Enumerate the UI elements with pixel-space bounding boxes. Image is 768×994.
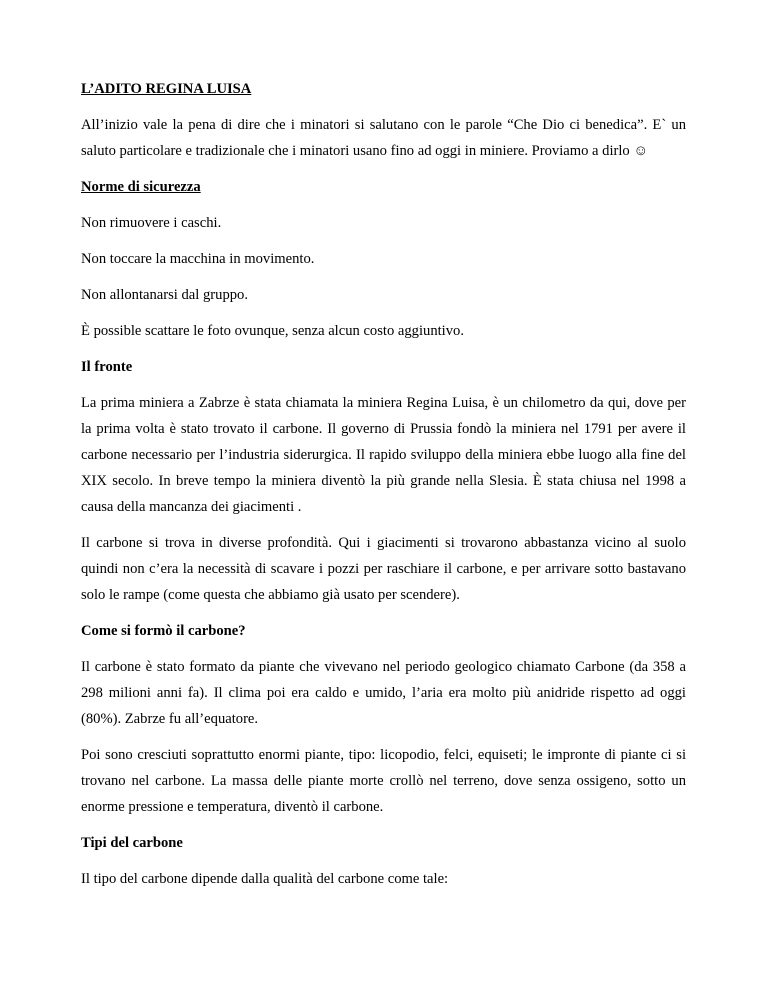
types-heading: Tipi del carbone bbox=[81, 835, 183, 851]
safety-heading: Norme di sicurezza bbox=[81, 179, 201, 195]
formation-heading: Come si formò il carbone? bbox=[81, 623, 246, 639]
safety-rule: Non rimuovere i caschi. bbox=[81, 215, 222, 231]
types-paragraph: Il tipo del carbone dipende dalla qualità del carbone come tale: bbox=[81, 871, 449, 887]
front-paragraph: La prima miniera a Zabrze è stata chiamata la miniera Regina Luisa, è un chilometro da qui, dove per la prima volta è stato trovato il carbone. Il governo di Prussia fondò la miniera nel 1791 per avere il carbone necessario per l’industria siderurgica. Il rapido sviluppo della miniera ebbe luogo alla fine del XIX secolo. In breve tempo la miniera diventò la più grande nella Slesia. È stata chiusa nel 1998 a causa della mancanza dei giacimenti . bbox=[81, 395, 686, 515]
document-title: L’ADITO REGINA LUISA bbox=[81, 81, 252, 97]
formation-paragraph: Il carbone è stato formato da piante che vivevano nel periodo geologico chiamato Carbone (da 358 a 298 milioni anni fa). Il clima poi era caldo e umido, l’aria era molto più anidride rispetto ad oggi (80%). Zabrze fu all’equatore. bbox=[81, 659, 686, 727]
front-paragraph: Il carbone si trova in diverse profondità. Qui i giacimenti si trovarono abbastanza vicino al suolo quindi non c’era la necessità di scavare i pozzi per raschiare il carbone, e per arrivare sotto bastavano solo le rampe (come questa che abbiamo già usato per scendere). bbox=[81, 535, 686, 603]
safety-rule: È possible scattare le foto ovunque, senza alcun costo aggiuntivo. bbox=[81, 323, 464, 339]
formation-paragraph: Poi sono cresciuti soprattutto enormi piante, tipo: licopodio, felci, equiseti; le impronte di piante ci si trovano nel carbone. La massa delle piante morte crollò nel terreno, dove senza ossigeno, sotto un enorme pressione e temperatura, diventò il carbone. bbox=[81, 747, 686, 815]
safety-rule: Non toccare la macchina in movimento. bbox=[81, 251, 315, 267]
intro-paragraph: All’inizio vale la pena di dire che i minatori si salutano con le parole “Che Dio ci benedica”. E` un saluto particolare e tradizionale che i minatori usano fino ad oggi in miniere. Proviamo a dirlo ☺ bbox=[81, 117, 686, 159]
document-page bbox=[81, 76, 686, 902]
front-heading: Il fronte bbox=[81, 359, 133, 375]
safety-rule: Non allontanarsi dal gruppo. bbox=[81, 287, 248, 303]
